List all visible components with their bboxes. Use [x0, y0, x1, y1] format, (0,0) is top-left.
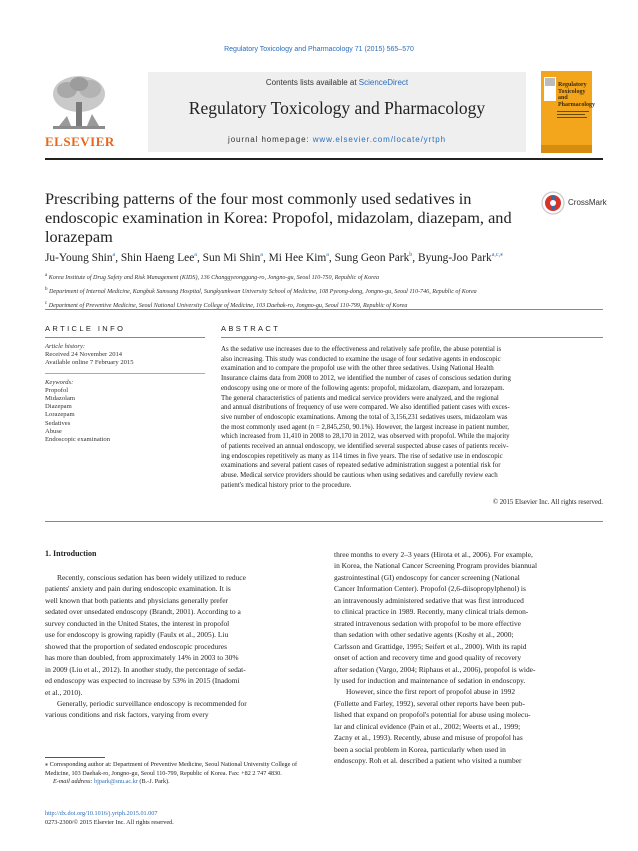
author-affil-marker[interactable]: a,c,⁎	[491, 252, 504, 258]
body-text-line: Carlsson and Grattidge, 1995; Seifert et al., 2000). With its rapid	[334, 641, 527, 651]
body-text-line: in Korea, the National Cancer Screening Program provides biannual	[334, 561, 538, 571]
doi-link[interactable]: http://dx.doi.org/10.1016/j.yrtph.2015.01.007	[45, 810, 158, 817]
author-affil-marker[interactable]: b	[409, 252, 413, 258]
email-line	[45, 778, 307, 787]
affiliation-text: Department of Internal Medicine, Kangbuk Samsung Hospital, Sungkyunkwan University School of Medicine, 108 Pyeong-dong, Jongno-gu, Seoul 110-746, Republic of Korea	[49, 289, 477, 296]
sciencedirect-link[interactable]: ScienceDirect	[358, 78, 409, 87]
body-text-line: et al., 2010).	[45, 687, 83, 697]
body-text-line: ed endoscopy was expected to increase by 53% in 2015 (Inadomi	[45, 676, 240, 686]
cover-journal-title: Regulatory Toxicology and Pharmacology	[558, 82, 595, 108]
body-text-line: has more than doubled, from approximately 14% in 2003 to 30%	[45, 653, 239, 663]
author-name[interactable]: Mi Hee Kim	[268, 251, 327, 264]
body-text-line: Zacny et al., 1993). Recently, abuse and misuse of propofol has	[334, 733, 523, 743]
abstract-line: patient's medical history prior to the procedure.	[221, 481, 352, 489]
article-info-heading: ARTICLE INFO	[45, 324, 126, 333]
author-name[interactable]: Sun Mi Shin	[202, 251, 261, 264]
email-suffix: (B.-J. Park).	[137, 778, 170, 786]
body-text-line: lished that expand on propofol's potential for abuse using molecu-	[334, 710, 531, 720]
abstract-line: As the sedative use increases due to the effectiveness and relatively safe profile, the abuse potential is	[221, 346, 502, 353]
affiliations	[45, 270, 605, 312]
contents-line	[148, 78, 526, 87]
affiliation-rule	[45, 309, 603, 310]
affiliation-text: Department of Preventive Medicine, Seoul National University College of Medicine, 103 Daehak-ro, Jongno-gu, Seoul 110-799, Republic of Korea	[48, 303, 408, 310]
affiliation-marker: a	[45, 273, 48, 278]
doi-block	[45, 810, 307, 827]
body-text-line: Cancer Information Center). Propofol (2,6-diisopropylphenol) is	[334, 584, 526, 594]
body-text-line: use for endoscopy is growing rapidly (Faulx et al., 2005). Liu	[45, 630, 229, 640]
keyword: Lorazepam	[45, 411, 75, 419]
abstract-line: which increased from 11,410 in 2008 to 28,170 in 2012, was observed with propofol. While the majority	[221, 433, 510, 441]
abstract-line: and annual distributions of frequency of use were compared. We also identified patient cases with exces-	[221, 404, 510, 412]
keyword: Midazolam	[45, 395, 76, 403]
body-text-line: showed that the proportion of sedated endoscopic procedures	[45, 641, 227, 651]
abstract-rule	[221, 337, 603, 338]
affiliation	[45, 284, 605, 298]
email-link[interactable]: bjpark@snu.ac.kr	[94, 778, 138, 786]
body-text-line: lar and clinical evidence (Pain et al., 2002; Weerts et al., 1999;	[334, 721, 521, 731]
body-text-line: in 2009 (Liu et al., 2012). In another study, the percentage of sedat-	[45, 664, 246, 674]
article-info	[45, 343, 205, 444]
abstract-copyright: © 2015 Elsevier Inc. All rights reserved.	[492, 499, 603, 506]
body-text-line: onset of action and recovery time and good quality of recovery	[334, 653, 522, 663]
body-text-line: sedated over unsedated endoscopy (Brandt, 2001). According to a	[45, 607, 241, 617]
abstract-line: ing endoscopies repetitively as many as 114 times in five years. The rise of sedative use in endoscopic	[221, 452, 503, 460]
author-affil-marker[interactable]: a	[112, 252, 116, 258]
abstract-line: Insurance claims data from 2008 to 2012, we identified the number of cases of conscious sedation during	[221, 375, 511, 383]
body-text-line: after sedation (Vargo, 2004; Riphaus et al., 2006), propofol is wide-	[334, 664, 536, 674]
author-name[interactable]: Shin Haeng Lee	[120, 251, 195, 264]
body-text-line: endoscopy. Roh et al. described a patient who visited a number	[334, 756, 522, 766]
title-line: Prescribing patterns of the four most commonly used sedatives in	[45, 189, 472, 208]
intro-left-column	[45, 572, 307, 721]
body-text-line: than sedation with other sedative agents (Koshy et al., 2000;	[334, 630, 514, 640]
author-name[interactable]: Sung Geon Park	[334, 251, 410, 264]
header-rule	[45, 158, 603, 160]
abstract-line: abuse. Medical service providers should be cautious when using sedatives and carefully review each	[221, 472, 498, 480]
journal-citation[interactable]: Regulatory Toxicology and Pharmacology 71 (2015) 565–570	[224, 46, 414, 53]
homepage-link[interactable]: www.elsevier.com/locate/yrtph	[312, 135, 446, 144]
keyword: Propofol	[45, 386, 69, 394]
affiliation-marker: b	[45, 287, 48, 293]
keywords-label: Keywords:	[45, 378, 74, 386]
body-rule	[45, 521, 603, 522]
abstract-line: The general characteristics of patients and medical service providers were analyzed, and the regional	[221, 394, 499, 402]
body-text-line: strated intravenous sedation with propofol to be more effective	[334, 618, 521, 628]
issn-line: 0273-2300/© 2015 Elsevier Inc. All rights reserved.	[45, 818, 174, 826]
affiliation-text: Korea Institute of Drug Safety and Risk Management (KIDS), 136 Changgyeonggung-ro, Jongno-gu, Seoul 110-750, Republic of Korea	[48, 275, 380, 282]
crossmark-label[interactable]: CrossMark	[568, 198, 607, 207]
history-rule	[45, 373, 205, 374]
body-text-line: (Follette and Farley, 1992), several other reports have been pub-	[334, 698, 525, 708]
corresponding-author-note: ⁎ Corresponding author at: Department of Preventive Medicine, Seoul National University College of Medicine, 103 Daehak-ro, Jongno-gu, Seoul 110-799, Republic of Korea. Fax: +82 2 747 4830.	[45, 761, 298, 777]
footnote-rule	[45, 757, 105, 758]
body-text-line: survey conducted in the United States, the interest in propofol	[45, 618, 230, 628]
title-line: lorazepam	[45, 227, 113, 247]
body-text-line: patients' anxiety and pain during endoscopic examination. It is	[45, 584, 231, 594]
section-heading-introduction: 1. Introduction	[45, 549, 97, 558]
body-text-line: Recently, conscious sedation has been widely utilized to reduce	[57, 573, 246, 582]
body-text-line: ly used for induction and maintenance of sedation in endoscopy.	[334, 675, 526, 685]
affiliation-marker: c	[45, 301, 48, 307]
author-affil-marker[interactable]: a	[326, 252, 329, 258]
keyword: Endoscopic examination	[45, 436, 111, 444]
crossmark-icon[interactable]	[541, 191, 565, 215]
email-label: E-mail address:	[53, 778, 95, 786]
body-text-line: to clinical practice in 1989. Recently, many clinical trials demon-	[334, 607, 529, 617]
online-date: Available online 7 February 2015	[45, 359, 134, 367]
contents-prefix: Contents lists available at	[265, 78, 359, 87]
abstract-line: of patients received an annual endoscopy, we identified several suspected abuse cases of patients receiv-	[221, 443, 509, 451]
author-name[interactable]: Byung-Joo Park	[417, 251, 492, 264]
abstract-text	[221, 345, 603, 491]
author-list: Ju-Young Shin$^a$, Shin Haeng Lee$^a$, Sun Mi Shin$^a$, Mi Hee Kim$^a$, Sung Geon Park$^b$, Byung-Joo Park$^{a,c,⁎}$	[45, 251, 504, 264]
abstract-line: examinations and several patient cases of repeated sedative administration suggest a potential risk for	[221, 462, 501, 470]
title-line: endoscopic examination in Korea: Propofol, midazolam, diazepam, and	[45, 208, 512, 228]
history-label: Article history:	[45, 343, 86, 350]
body-text-line: three months to every 2–3 years (Hirota et al., 2006). For example,	[334, 550, 533, 559]
keyword: Abuse	[45, 427, 62, 435]
affiliation	[45, 270, 605, 284]
journal-title: Regulatory Toxicology and Pharmacology	[188, 98, 486, 118]
keyword: Diazepam	[45, 403, 72, 411]
journal-homepage	[148, 135, 526, 144]
article-title	[45, 189, 525, 247]
body-text-line: an intravenously administered sedative that was first introduced	[334, 595, 524, 605]
author-affil-marker[interactable]: a	[194, 252, 197, 258]
body-text-line: been a social problem in Korea, particularly when used in	[334, 744, 506, 754]
abstract-line: endoscopy using one or more of the following agents: propofol, midazolam, diazepam, and lorazepam.	[221, 384, 505, 392]
received-date: Received 24 November 2014	[45, 351, 123, 359]
abstract-heading: ABSTRACT	[221, 324, 281, 333]
body-text-line: However, since the first report of propofol abuse in 1992	[346, 687, 516, 697]
body-text-line: various conditions and risk factors, varying from every	[45, 710, 209, 720]
intro-right-column	[334, 549, 596, 767]
homepage-prefix: journal homepage:	[228, 135, 313, 144]
body-text-line: gastrointestinal (GI) endoscopy for cancer screening (National	[334, 572, 520, 582]
abstract-line: sive number of endoscopic examinations. Among the total of 3,156,231 sedatives users, midazolam was	[221, 413, 508, 421]
article-info-rule	[45, 337, 205, 338]
author-name[interactable]: Ju-Young Shin	[45, 251, 113, 264]
abstract-line: examination and to compare the propofol use with the other three sedatives. Using National Health	[221, 365, 494, 373]
corresponding-footnote	[45, 761, 307, 787]
author-affil-marker[interactable]: a	[260, 252, 263, 258]
abstract-line: the most commonly used agent (n = 2,845,250, 90.1%). However, the largest increase in patient number,	[221, 423, 509, 431]
abstract-line: also increasing. This study was conducted to examine the usage of four sedative agents in endoscopic	[221, 355, 501, 363]
body-text-line: Generally, periodic surveillance endoscopy is recommended for	[57, 698, 247, 708]
body-text-line: well known that both patients and physicians generally prefer	[45, 595, 228, 605]
elsevier-wordmark: ELSEVIER	[45, 134, 115, 149]
keyword: Sedatives	[45, 419, 71, 427]
